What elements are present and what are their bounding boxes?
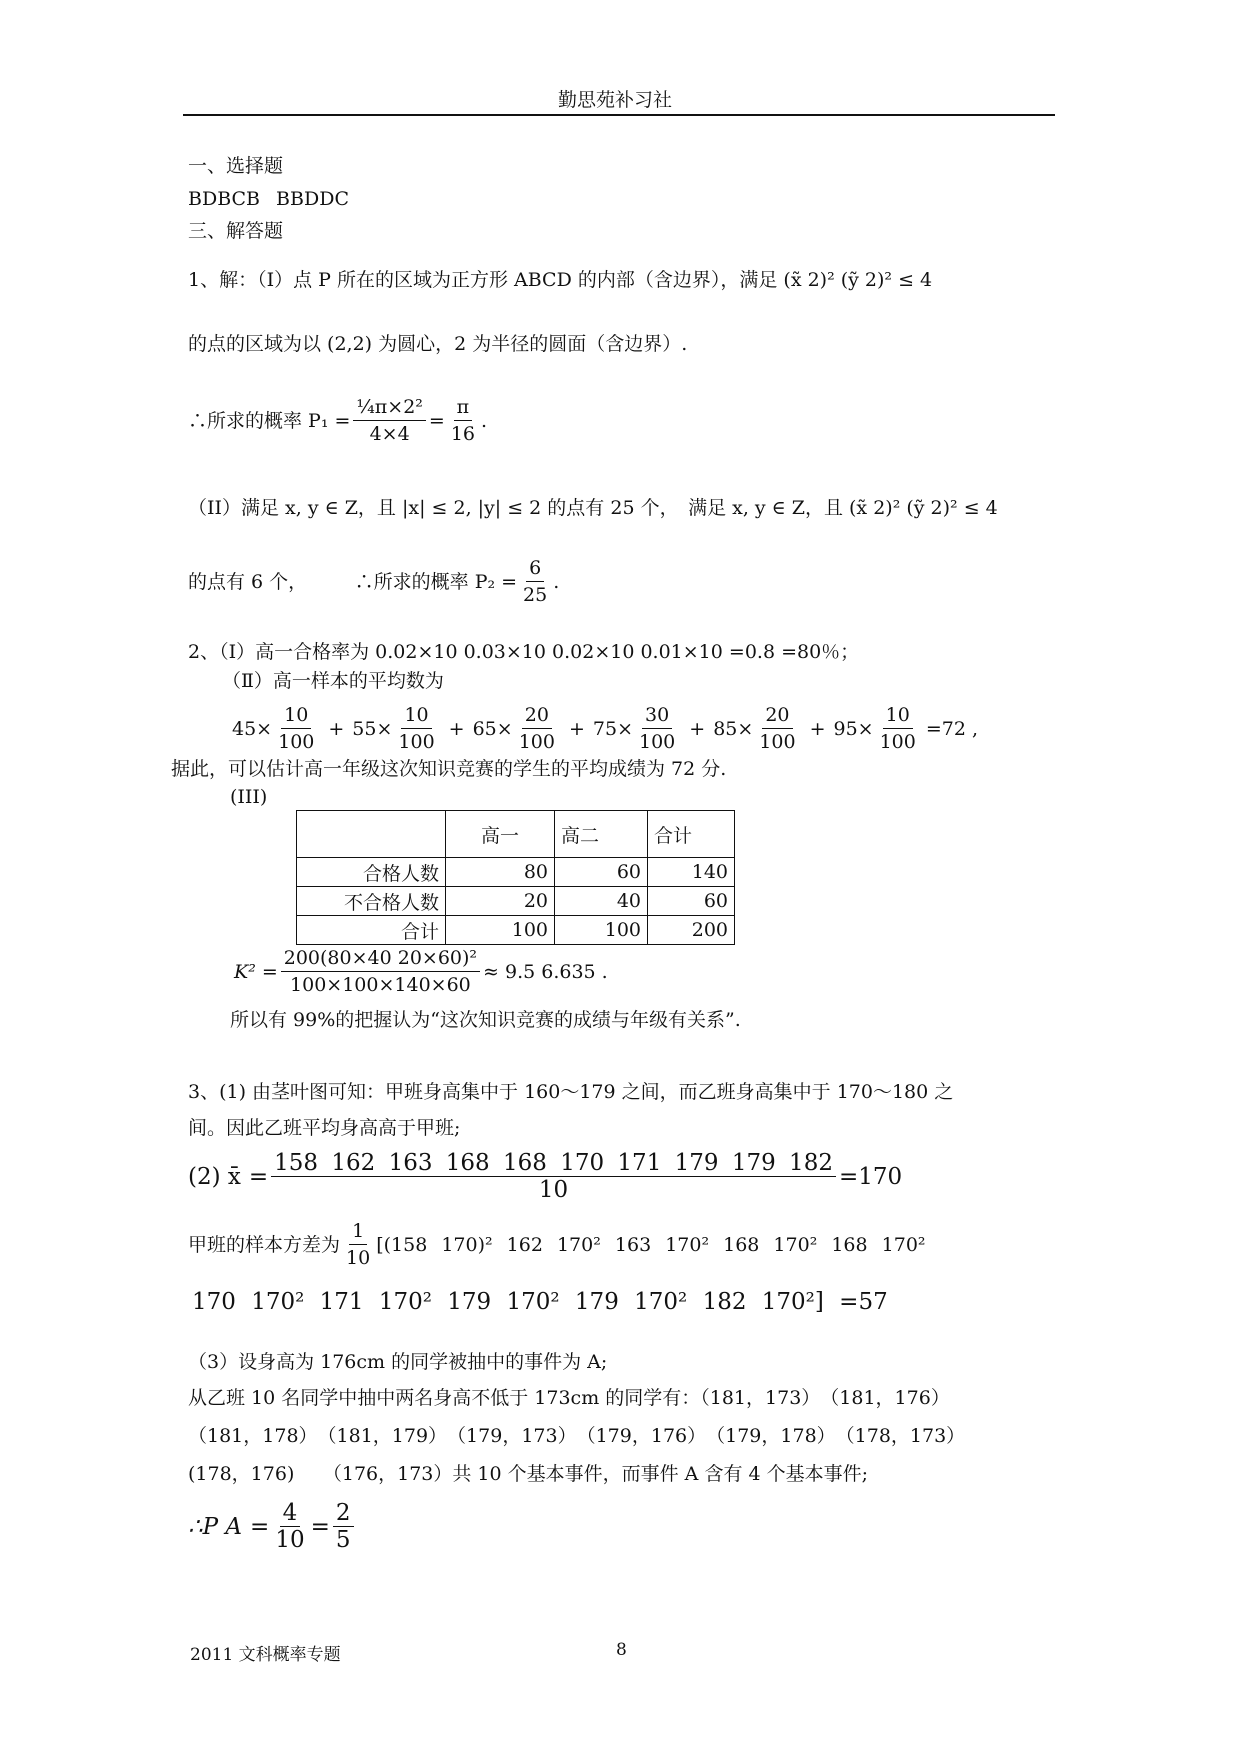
q1-line3: ∴所求的概率 P₁ = $\frac{\text{¼π×2²}}{4\times 4}$ = $\frac{\pi}{16}$ . (188, 396, 488, 445)
table-cell: 140 (648, 858, 735, 887)
q2-k2-formula: K² = $\frac{\text{200(80×40 20×60)²}}{100\times 100\times 140\times 60}$ ≈ 9.5 6.635 . (234, 947, 608, 996)
table-header-cell (297, 811, 446, 858)
variance-frac-den: 10 (346, 1247, 371, 1269)
mean-term-frac (516, 702, 558, 755)
q3-prob-frac-2-den: 5 (335, 1527, 351, 1553)
table-header-cell: 高一 (446, 811, 555, 858)
q1-frac-3 (520, 555, 550, 608)
table-cell: 合计 (297, 916, 446, 945)
table-cell: 100 (555, 916, 648, 945)
q1-frac-1-den: 4×4 (369, 423, 410, 445)
q1-frac-2-den: 16 (450, 423, 476, 445)
mean-term-frac (275, 702, 317, 755)
variance-frac-num: 1 (349, 1218, 367, 1245)
mean-term-frac (395, 702, 437, 755)
mean-term-coef: 95× (833, 717, 874, 740)
q1-frac-2 (448, 394, 478, 447)
footer-title: 2011 文科概率专题 (190, 1645, 341, 1665)
q1-frac-1-num: ¼π×2² (353, 394, 426, 421)
q2-line3: 据此，可以估计高一年级这次知识竞赛的学生的平均成绩为 72 分. (171, 758, 727, 780)
q3-prob-label: ∴P A (188, 1513, 243, 1540)
q1-line5-text: 的点有 6 个， ∴所求的概率 P₂ (188, 570, 496, 593)
table-cell: 100 (446, 916, 555, 945)
mean-term-num: 10 (281, 702, 311, 729)
q1-frac-2-num: π (454, 394, 473, 421)
table-header-cell: 合计 (648, 811, 735, 858)
q2-line1: 2、（Ⅰ）高一合格率为 0.02×10 0.03×10 0.02×10 0.01×10 =0.8 =80％； (188, 641, 860, 663)
mean-term-coef: 65× (472, 717, 513, 740)
table-row (297, 916, 735, 945)
table-cell: 合格人数 (297, 858, 446, 887)
mean-term-frac (877, 702, 919, 755)
mean-term-coef: 45× (232, 717, 273, 740)
mean-term-num: 20 (522, 702, 552, 729)
q3-mean-den: 10 (538, 1177, 569, 1203)
q3-prob-frac-2 (333, 1500, 354, 1553)
mean-term-den: 100 (278, 731, 315, 753)
table-header-cell: 高二 (555, 811, 648, 858)
q1-line5: 的点有 6 个， ∴所求的概率 P₂ = $\frac{6}{25}$ . (188, 557, 560, 606)
q1-prob-label: ∴所求的概率 P₁ (188, 409, 329, 432)
q2-line2: （Ⅱ）高一样本的平均数为 (222, 670, 444, 692)
mean-term-den: 100 (398, 731, 435, 753)
table-cell: 40 (555, 887, 648, 916)
mean-term-num: 20 (762, 702, 792, 729)
header-title: 勤思苑补习社 (558, 89, 673, 111)
q2-conclusion: 所以有 99%的把握认为“这次知识竞赛的成绩与年级有关系”. (230, 1009, 741, 1031)
mean-term-den: 100 (639, 731, 676, 753)
variance-label: 甲班的样本方差为 (188, 1233, 341, 1256)
q3-prob-frac-2-num: 2 (333, 1500, 354, 1527)
q3-line2: 间。因此乙班平均身高高于甲班; (188, 1117, 461, 1139)
q3-part3-line3: （181，178） （181，179） （179，173） （179，176） （179，178） （178，173） (188, 1425, 966, 1447)
footer-page-number: 8 (616, 1640, 627, 1660)
q1-line2: 的点的区域为以 (2,2) 为圆心，2 为半径的圆面（含边界）. (188, 333, 688, 355)
q3-part3-line4: (178，176) （176，173）共 10 个基本事件，而事件 A 含有 4 个基本事件; (188, 1463, 869, 1485)
q3-prob-frac-1 (272, 1500, 307, 1553)
q2-line4: (III) (230, 786, 268, 808)
header-rule (183, 114, 1055, 116)
table-cell: 60 (555, 858, 648, 887)
solve-section-title: 三、解答题 (188, 220, 284, 242)
table-cell: 60 (648, 887, 735, 916)
mean-term-frac (756, 702, 798, 755)
q1-line4: （II）满足 x, y ∈ Z，且 |x| ≤ 2, |y| ≤ 2 的点有 25 个， 满足 x, y ∈ Z，且 (x̃ 2)² (ỹ 2)² ≤ 4 (188, 497, 998, 519)
q1-frac-3-num: 6 (526, 555, 544, 582)
table-row (297, 887, 735, 916)
q3-mean-num: 158 162 163 168 168 170 171 179 179 182 (271, 1150, 836, 1177)
q3-line1: 3、(1) 由茎叶图可知：甲班身高集中于 160～179 之间，而乙班身高集中于 170～180 之 (188, 1081, 954, 1103)
mean-term-num: 30 (642, 702, 672, 729)
q3-prob-frac-1-den: 10 (275, 1527, 305, 1553)
table-cell: 20 (446, 887, 555, 916)
q3-prob-frac-1-num: 4 (280, 1500, 301, 1527)
k2-label: K² (234, 960, 256, 983)
q1-line1-formula: (x̃ 2)² (ỹ 2)² ≤ 4 (783, 269, 933, 291)
table-cell: 不合格人数 (297, 887, 446, 916)
choice-answers: BDBCB BBDDC (188, 188, 349, 210)
k2-den: 100×100×140×60 (290, 974, 471, 996)
k2-result: ≈ 9.5 6.635 . (483, 960, 608, 983)
table-cell: 80 (446, 858, 555, 887)
mean-term-num: 10 (401, 702, 431, 729)
mean-term-frac (636, 702, 678, 755)
k2-frac (281, 945, 480, 998)
q3-mean-formula: (2) x̄ = $\frac{158 162 163 168 168 170 171 179 179 182}{10}$ = 170 (188, 1150, 903, 1203)
q1-line1 (188, 268, 932, 292)
variance-frac (343, 1218, 373, 1271)
mean-term-den: 100 (879, 731, 916, 753)
contingency-table (296, 810, 735, 945)
variance-terms-1: [(158 170)² 162 170² 163 170² 168 170² 168 170² (376, 1233, 926, 1256)
mean-term-den: 100 (759, 731, 796, 753)
q3-part3-line1: （3）设身高为 176cm 的同学被抽中的事件为 A; (188, 1351, 608, 1373)
mean-term-num: 10 (883, 702, 913, 729)
choice-section-title: 一、选择题 (188, 155, 284, 177)
q1-line1-text: 1、解：（Ⅰ）点 P 所在的区域为正方形 ABCD 的内部（含边界），满足 (188, 269, 778, 291)
mean-term-coef: 75× (592, 717, 633, 740)
q2-mean-expression: 45× $\frac{10}{100}$ + 55× $\frac{10}{100}$ + 65× $\frac{20}{100}$ + 75× $\frac{30}{100}$ + 85× $\frac{20}{100}$ + 95× $\frac{10}{100}$ = 72 , (232, 704, 979, 753)
mean-term-coef: 85× (713, 717, 754, 740)
q3-variance-line2: 170 170² 171 170² 179 170² 179 170² 182 170²] =57 (192, 1289, 888, 1315)
q3-part3-line2: 从乙班 10 名同学中抽中两名身高不低于 173cm 的同学有：（181，173） （181，176） (188, 1387, 950, 1409)
q2-mean-result: 72 , (941, 717, 979, 740)
table-row (297, 858, 735, 887)
q3-mean-label: (2) x̄ (188, 1163, 241, 1190)
mean-term-den: 100 (518, 731, 555, 753)
q3-mean-frac (271, 1150, 836, 1203)
q1-frac-3-den: 25 (523, 584, 548, 606)
k2-num: 200(80×40 20×60)² (281, 945, 480, 972)
q3-variance-line1 (188, 1218, 926, 1271)
mean-term-coef: 55× (352, 717, 393, 740)
table-header-row (297, 811, 735, 858)
q1-frac-1 (353, 394, 426, 447)
q3-mean-result: 170 (858, 1163, 903, 1190)
table-cell: 200 (648, 916, 735, 945)
q3-probability: ∴P A = $\frac{4}{10}$ = $\frac{2}{5}$ (188, 1500, 357, 1553)
